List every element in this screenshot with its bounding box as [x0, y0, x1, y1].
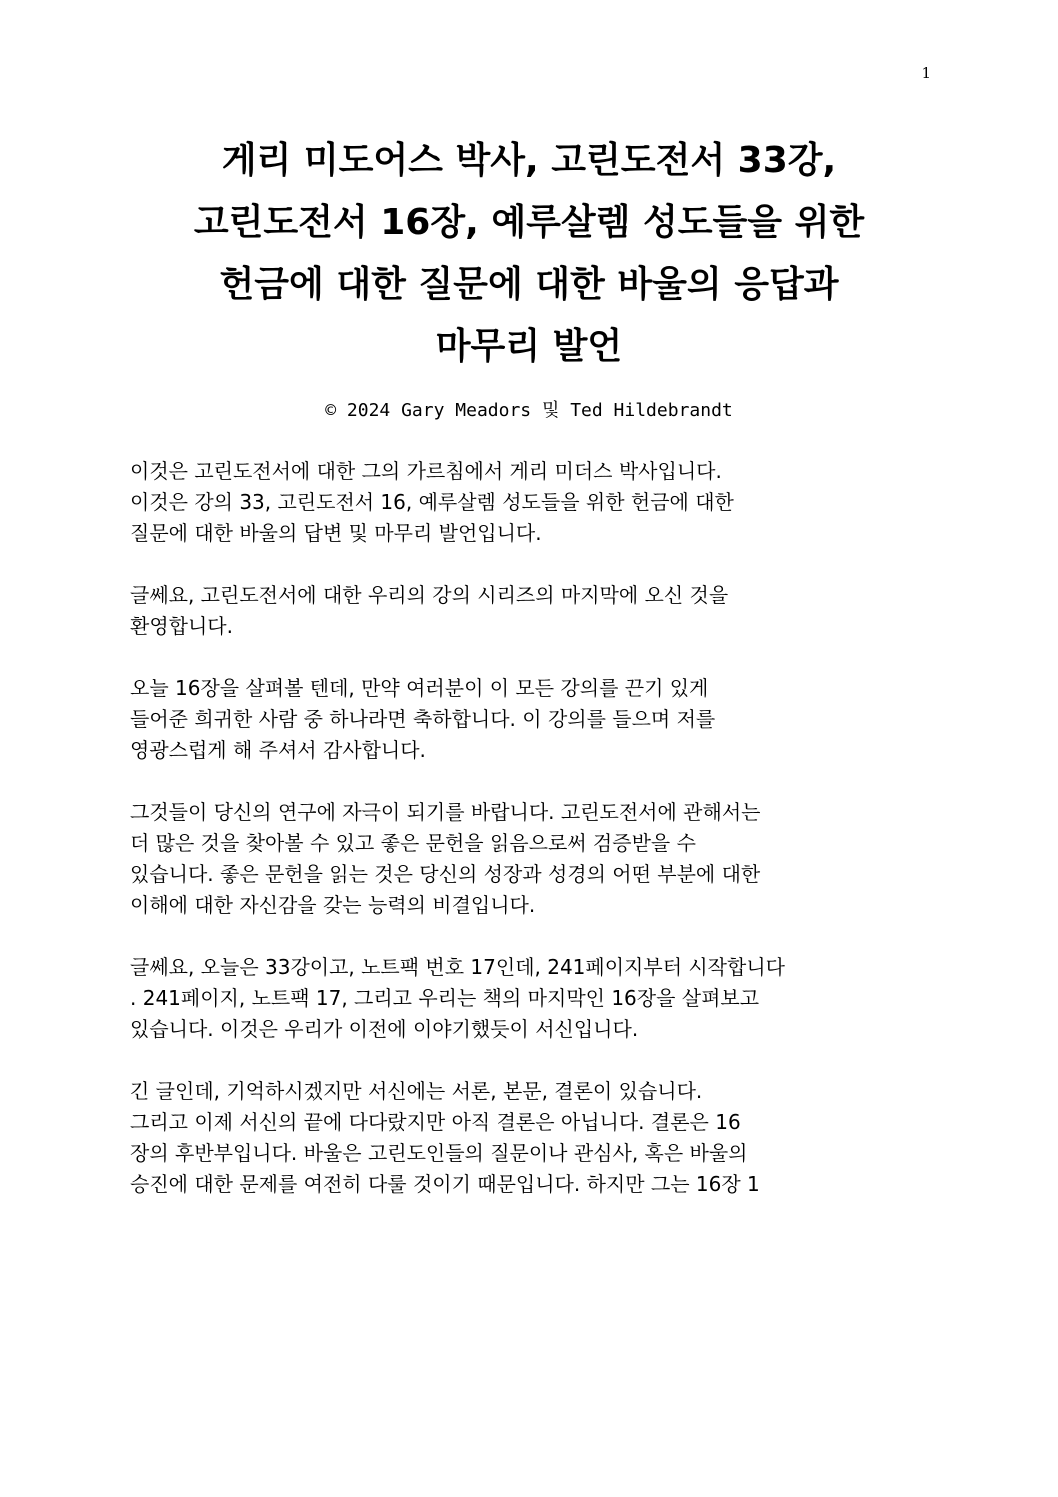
text-line: 있습니다. 이것은 우리가 이전에 이야기했듯이 서신입니다.	[130, 1017, 639, 1041]
text-line: 승진에 대한 문제를 여전히 다룰 것이기 때문입니다. 하지만 그는 16장 1	[130, 1172, 760, 1196]
copyright-notice: © 2024 Gary Meadors 및 Ted Hildebrandt	[325, 400, 733, 421]
document-body	[130, 456, 930, 1231]
title-line: 헌금에 대한 질문에 대한 바울의 응답과	[219, 264, 839, 305]
paragraph	[130, 1076, 930, 1200]
title-line: 고린도전서 16장, 예루살렘 성도들을 위한	[193, 202, 865, 243]
paragraph	[130, 797, 930, 921]
page-number: 1	[921, 64, 931, 82]
text-line: . 241페이지, 노트팩 17, 그리고 우리는 책의 마지막인 16장을 살펴보고	[130, 986, 760, 1010]
text-line: 영광스럽게 해 주셔서 감사합니다.	[130, 738, 426, 762]
text-line: 더 많은 것을 찾아볼 수 있고 좋은 문헌을 읽음으로써 검증받을 수	[130, 831, 696, 855]
text-line: 이해에 대한 자신감을 갖는 능력의 비결입니다.	[130, 893, 536, 917]
text-line: 글쎄요, 고린도전서에 대한 우리의 강의 시리즈의 마지막에 오신 것을	[130, 583, 729, 607]
title-line: 마무리 발언	[435, 326, 623, 367]
text-line: 오늘 16장을 살펴볼 텐데, 만약 여러분이 이 모든 강의를 끈기 있게	[130, 676, 709, 700]
paragraph	[130, 456, 930, 549]
text-line: 긴 글인데, 기억하시겠지만 서신에는 서론, 본문, 결론이 있습니다.	[130, 1079, 703, 1103]
text-line: 이것은 강의 33, 고린도전서 16, 예루살렘 성도들을 위한 헌금에 대한	[130, 490, 734, 514]
paragraph	[130, 673, 930, 766]
paragraph	[130, 580, 930, 642]
text-line: 그리고 이제 서신의 끝에 다다랐지만 아직 결론은 아닙니다. 결론은 16	[130, 1110, 741, 1134]
text-line: 장의 후반부입니다. 바울은 고린도인들의 질문이나 관심사, 혹은 바울의	[130, 1141, 748, 1165]
text-line: 이것은 고린도전서에 대한 그의 가르침에서 게리 미더스 박사입니다.	[130, 459, 722, 483]
text-line: 환영합니다.	[130, 614, 233, 638]
title-line: 게리 미도어스 박사, 고린도전서 33강,	[221, 140, 837, 181]
text-line: 그것들이 당신의 연구에 자극이 되기를 바랍니다. 고린도전서에 관해서는	[130, 800, 761, 824]
text-line: 들어준 희귀한 사람 중 하나라면 축하합니다. 이 강의를 들으며 저를	[130, 707, 716, 731]
document-title	[100, 130, 958, 378]
text-line: 있습니다. 좋은 문헌을 읽는 것은 당신의 성장과 성경의 어떤 부분에 대한	[130, 862, 761, 886]
text-line: 글쎄요, 오늘은 33강이고, 노트팩 번호 17인데, 241페이지부터 시작합니다	[130, 955, 785, 979]
text-line: 질문에 대한 바울의 답변 및 마무리 발언입니다.	[130, 521, 542, 545]
paragraph	[130, 952, 930, 1045]
